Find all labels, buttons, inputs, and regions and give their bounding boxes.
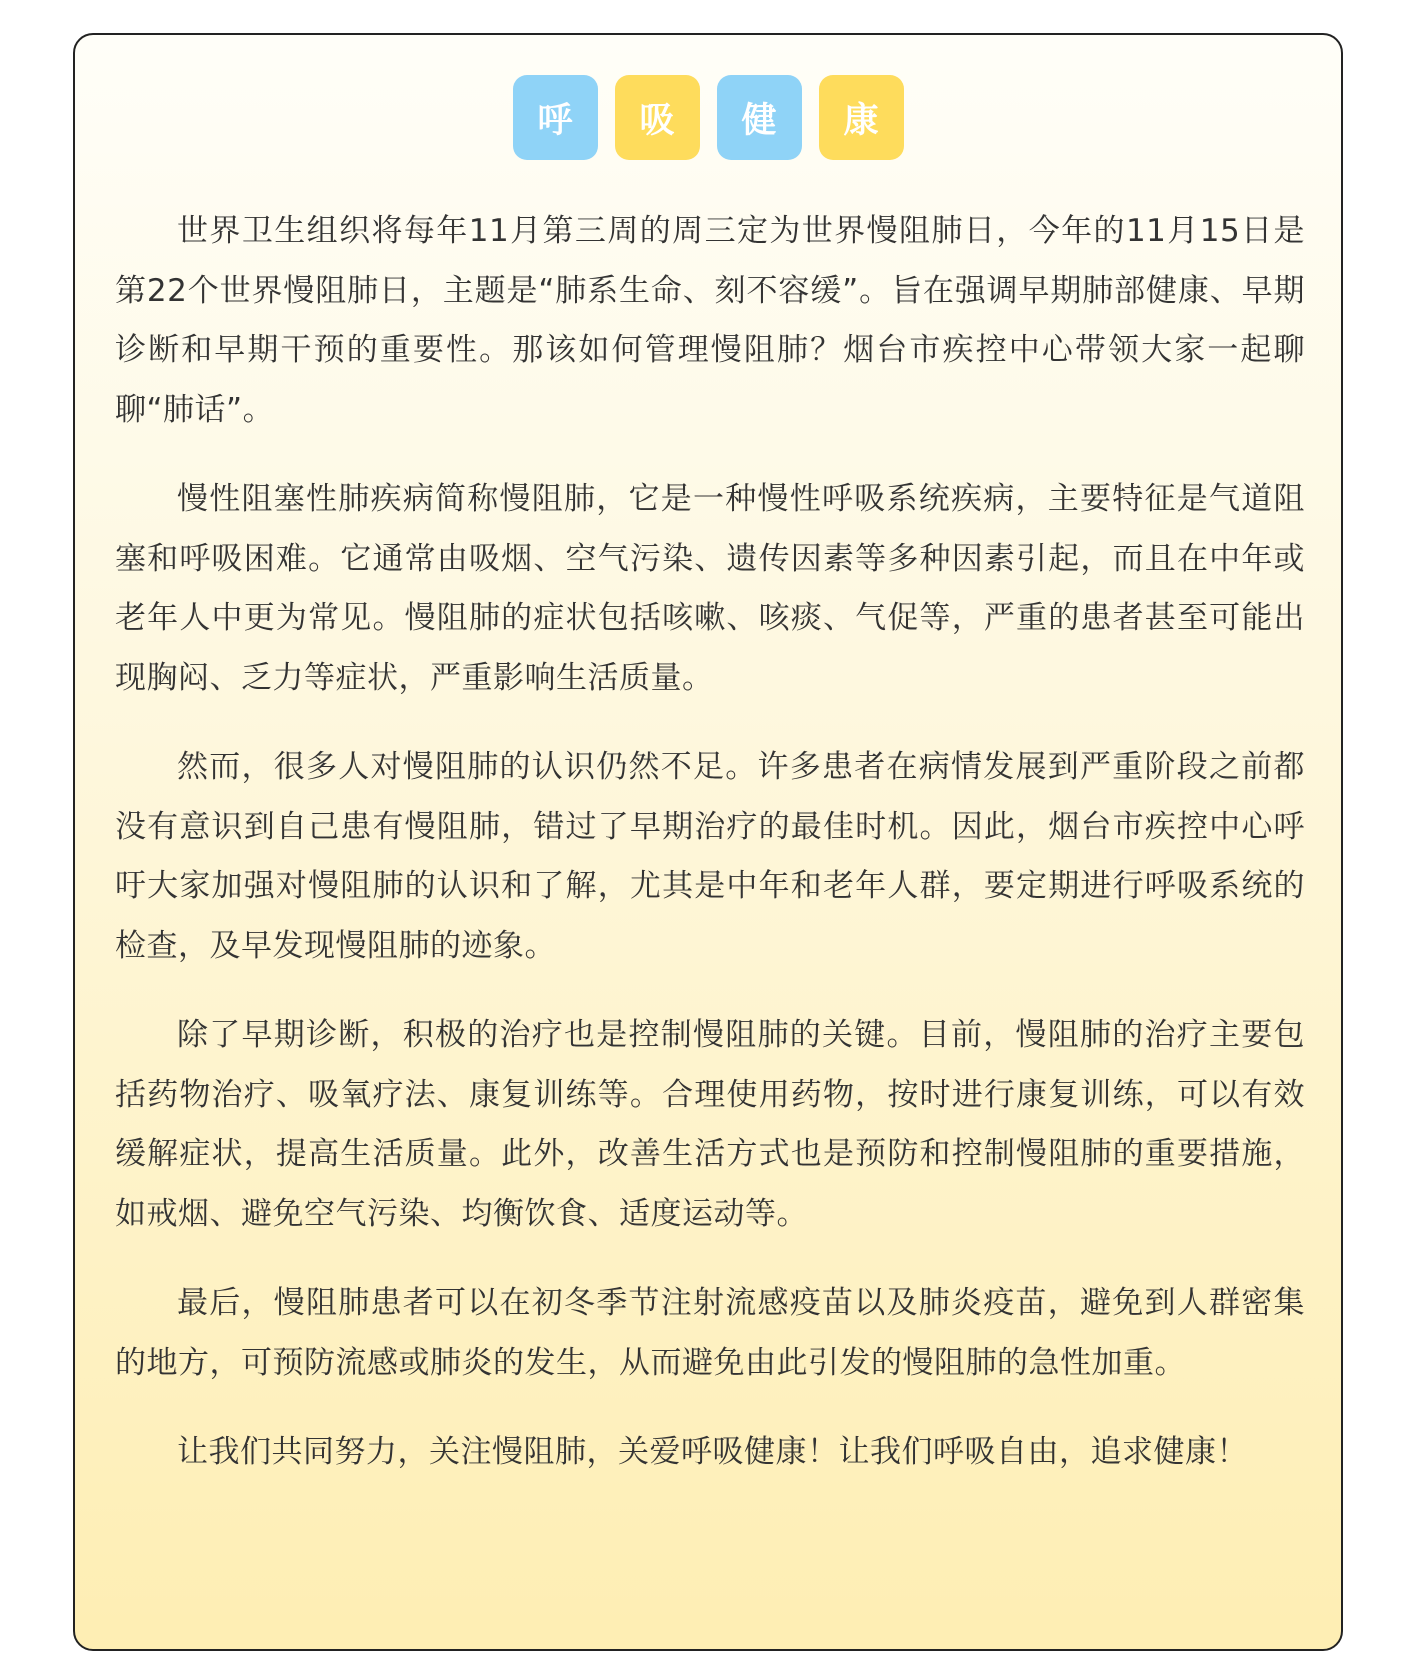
article-card [73,33,1343,1651]
paragraph-treatment: 除了早期诊断，积极的治疗也是控制慢阻肺的关键。目前，慢阻肺的治疗主要包括药物治疗、吸氧疗法、康复训练等。合理使用药物，按时进行康复训练，可以有效缓解症状，提高生活质量。此外，改善生活方式也是预防和控制慢阻肺的重要措施，如戒烟、避免空气污染、均衡饮食、适度运动等。 [115,1017,1305,1232]
title-tile-2: 吸 [615,75,700,160]
title-tile-1: 呼 [513,75,598,160]
paragraph-definition: 慢性阻塞性肺疾病简称慢阻肺，它是一种慢性呼吸系统疾病，主要特征是气道阻塞和呼吸困难。它通常由吸烟、空气污染、遗传因素等多种因素引起，而且在中年或老年人中更为常见。慢阻肺的症状包括咳嗽、咳痰、气促等，严重的患者甚至可能出现胸闷、乏力等症状，严重影响生活质量。 [115,481,1305,696]
paragraph-vaccination: 最后，慢阻肺患者可以在初冬季节注射流感疫苗以及肺炎疫苗，避免到人群密集的地方，可预防流感或肺炎的发生，从而避免由此引发的慢阻肺的急性加重。 [115,1285,1305,1381]
title-banner [75,75,1341,160]
paragraph-intro: 世界卫生组织将每年11月第三周的周三定为世界慢阻肺日，今年的11月15日是第22个世界慢阻肺日，主题是“肺系生命、刻不容缓”。旨在强调早期肺部健康、早期诊断和早期干预的重要性。那该如何管理慢阻肺？烟台市疾控中心带领大家一起聊聊“肺话”。 [115,213,1305,428]
paragraph-awareness: 然而，很多人对慢阻肺的认识仍然不足。许多患者在病情发展到严重阶段之前都没有意识到自己患有慢阻肺，错过了早期治疗的最佳时机。因此，烟台市疾控中心呼吁大家加强对慢阻肺的认识和了解，尤其是中年和老年人群，要定期进行呼吸系统的检查，及早发现慢阻肺的迹象。 [115,749,1305,964]
paragraph-closing: 让我们共同努力，关注慢阻肺，关爱呼吸健康！让我们呼吸自由，追求健康！ [177,1434,1248,1470]
title-tile-3: 健 [717,75,802,160]
article-body [115,202,1305,1513]
title-tile-4: 康 [819,75,904,160]
